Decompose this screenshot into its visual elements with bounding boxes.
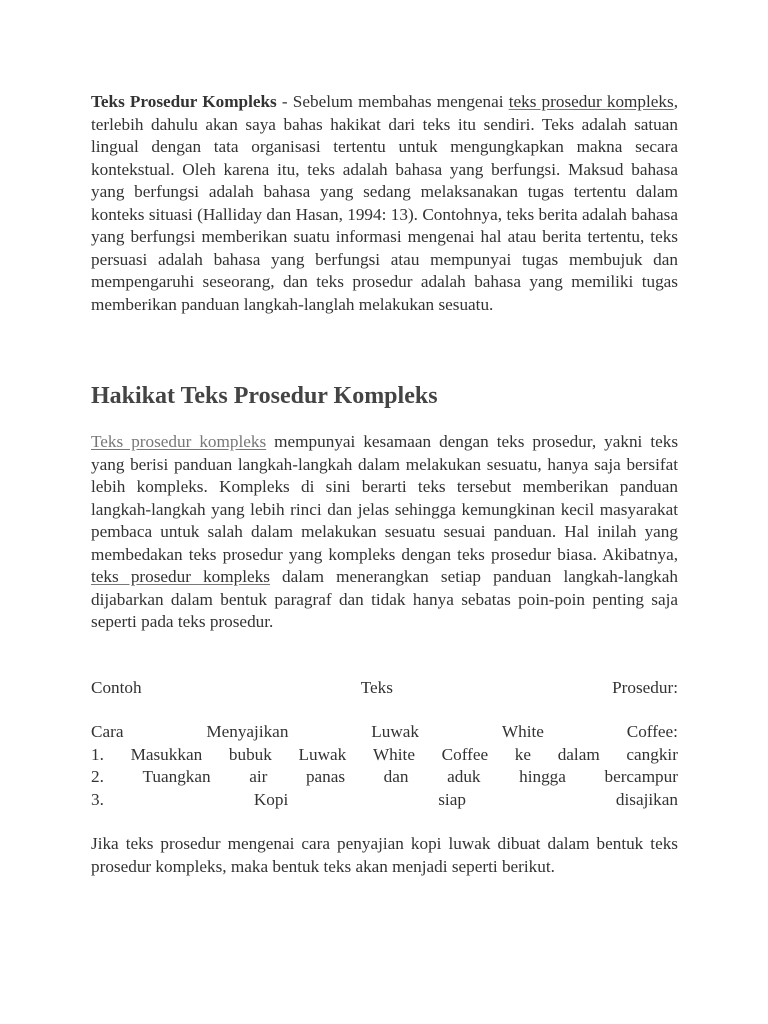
section-body-2: dalam menerangkan setiap panduan langkah-langkah dijabarkan dalam bentuk paragraf dan tidak hanya sebatas poin-poin penting saja seperti pada teks prosedur. [91, 567, 678, 631]
teks-prosedur-kompleks-link-2[interactable]: Teks prosedur kompleks [91, 432, 267, 451]
document-page [91, 91, 679, 876]
intro-lead: Sebelum membahas mengenai [292, 92, 509, 111]
closing-paragraph: Jika teks prosedur mengenai cara penyajian kopi luwak dibuat dalam bentuk teks prosedur kompleks, maka bentuk teks akan menjadi seperti berikut. [91, 834, 678, 876]
step-word: air [249, 767, 268, 786]
step-word: panas [305, 767, 346, 786]
step-word: bercampur [604, 767, 678, 786]
step-word: 1. [91, 744, 104, 764]
step-word: Cara [91, 722, 124, 741]
example-title-word: Contoh [91, 678, 142, 697]
step-line-3 [91, 789, 678, 812]
example-steps [91, 721, 678, 811]
intro-paragraph [91, 91, 678, 316]
step-word: 2. [91, 767, 104, 786]
step-word: Tuangkan [142, 767, 211, 786]
step-word: hingga [519, 767, 566, 786]
step-word: Coffee [441, 744, 489, 764]
intro-body: , terlebih dahulu akan saya bahas hakikat dari teks itu sendiri. Teks adalah satuan lingual dengan tata organisasi tertentu untuk mengungkapkan makna secara kontekstual. Oleh karena itu, teks adalah bahasa yang berfungsi. Maksud bahasa yang berfungsi adalah bahasa yang sedang melaksanakan tugas tertentu dalam konteks situasi (Halliday dan Hasan, 1994: 13). Contohnya, teks berita adalah bahasa yang berfungsi memberikan suatu informasi mengenai hal atau berita tertentu, teks persuasi adalah bahasa yang berfungsi atau mempunyai tugas membujuk dan mempengaruhi seseorang, dan teks prosedur adalah bahasa yang memiliki tugas memberikan panduan langkah-langlah melakukan sesuatu. [91, 92, 678, 314]
step-word: Luwak [371, 722, 420, 741]
step-word: Kopi [253, 789, 289, 809]
step-word: ke [514, 744, 532, 764]
section-paragraph [91, 431, 678, 634]
step-word: bubuk [228, 744, 272, 764]
steps-heading-line [91, 721, 678, 744]
step-word: disajikan [615, 789, 678, 809]
step-line-2 [91, 766, 678, 789]
example-title-word: Prosedur: [612, 678, 678, 697]
intro-term: Teks Prosedur Kompleks [91, 92, 277, 111]
intro-dash: - [276, 92, 293, 111]
step-word: Menyajikan [206, 722, 289, 741]
step-word: siap [438, 789, 466, 809]
section-heading: Hakikat Teks Prosedur Kompleks [91, 383, 438, 409]
step-word: dalam [557, 744, 600, 764]
step-word: Luwak [298, 744, 347, 764]
step-word: Masukkan [130, 744, 203, 764]
example-title [91, 677, 678, 700]
section-body-1: mempunyai kesamaan dengan teks prosedur, yakni teks yang berisi panduan langkah-langkah dalam melakukan sesuatu, hanya saja bersifat lebih kompleks. Kompleks di sini berarti teks tersebut memberikan panduan langkah-langkah yang lebih rinci dan jelas sehingga kemungkinan kecil masyarakat pembaca untuk salah dalam melakukan sesuatu sesuai panduan. Hal inilah yang membedakan teks prosedur yang kompleks dengan teks prosedur biasa. Akibatnya, [91, 432, 679, 564]
step-word: White [501, 722, 544, 741]
example-title-word: Teks [360, 678, 393, 697]
step-word: 3. [91, 789, 104, 809]
step-word: cangkir [626, 744, 678, 764]
step-word: White [372, 744, 415, 764]
step-word: dan [383, 767, 409, 786]
step-word: Coffee: [626, 722, 678, 741]
teks-prosedur-kompleks-link[interactable]: teks prosedur kompleks [508, 92, 674, 111]
step-line-1 [91, 744, 678, 767]
step-word: aduk [447, 767, 481, 786]
teks-prosedur-kompleks-link-3[interactable]: teks prosedur kompleks [91, 567, 270, 586]
